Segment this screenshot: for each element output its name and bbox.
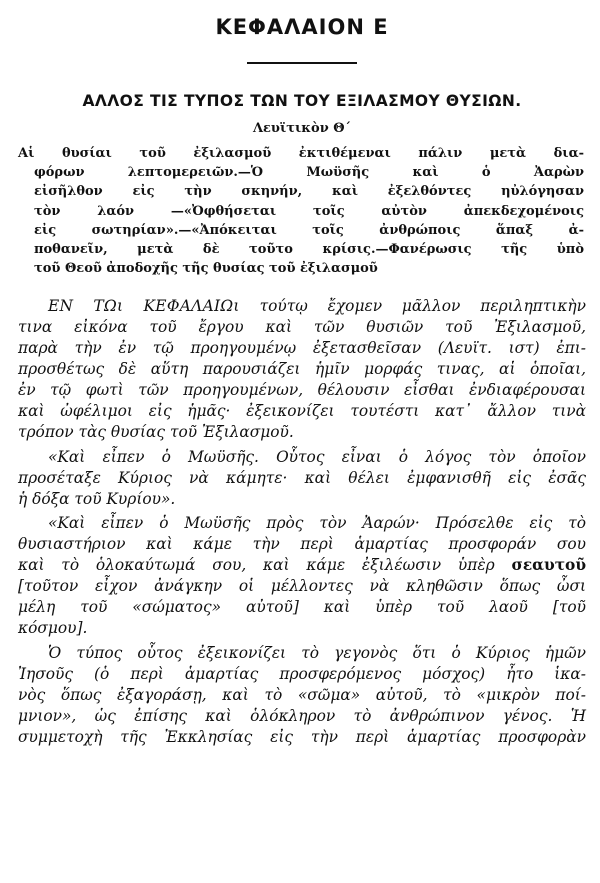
paragraph-line: θυσιαστήριον καὶ κάμε τὴν περὶ ἁμαρτίας προσφοράν σου bbox=[18, 535, 586, 554]
chapter-lead-caps: ΕΝ ΤΩι ΚΕΦΑΛΑΙΩι bbox=[48, 297, 240, 316]
paragraph-line: Ἰησοῦς (ὁ περὶ ἁμαρτίας προσφερόμενος μόσχος) ἦτο ἱκα- bbox=[18, 664, 586, 683]
summary-line: τοῦ Θεοῦ ἀποδοχῆς τῆς θυσίας τοῦ ἐξιλασμοῦ bbox=[34, 261, 378, 277]
paragraph-line: προσθέτως δὲ αὕτη παρουσιάζει ἡμῖν μορφάς τινας, αἱ ὁποῖαι, bbox=[18, 360, 586, 379]
paragraph-line: μέλη τοῦ «σώματος» αὐτοῦ] καὶ ὑπὲρ τοῦ λαοῦ [τοῦ bbox=[18, 598, 586, 617]
paragraph-line: κόσμου]. bbox=[18, 619, 88, 638]
paragraph-line-rest: τούτῳ ἔχομεν μᾶλλον περιληπτικὴν bbox=[239, 297, 586, 316]
summary-line: ποθανεῖν, μετὰ δὲ τοῦτο κρίσις.—Φανέρωσις τῆς ὑπὸ bbox=[34, 242, 584, 258]
summary-line: φόρων λεπτομερειῶν.—Ὁ Μωϋσῆς καὶ ὁ Ἀαρὼν bbox=[34, 165, 584, 181]
summary-line: εἰσῆλθον εἰς τὴν σκηνήν, καὶ ἐξελθόντες ηὐλόγησαν bbox=[34, 184, 584, 200]
title-divider bbox=[247, 62, 357, 64]
summary-line: Αἱ θυσίαι τοῦ ἐξιλασμοῦ ἐκτιθέμεναι πάλιν μετὰ δια- bbox=[18, 146, 584, 161]
paragraph-line: νὸς ὅπως ἐξαγοράσῃ, καὶ τὸ «σῶμα» αὐτοῦ, τὸ «μικρὸν ποί- bbox=[18, 685, 586, 704]
paragraph-line: τρόπον τὰς θυσίας τοῦ Ἐξιλασμοῦ. bbox=[18, 422, 294, 441]
paragraph-line: Ὁ τύπος οὗτος ἐξεικονίζει τὸ γεγονὸς ὅτι ὁ Κύριος ἡμῶν bbox=[48, 643, 586, 662]
chapter-summary bbox=[18, 144, 586, 278]
paragraph-line: προσέταξε Κύριος νὰ κάμητε· καὶ θέλει ἐμφανισθῆ εἰς ἐσᾶς bbox=[18, 468, 586, 487]
paragraph-line: τινα εἰκόνα τοῦ ἔργου καὶ τῶν θυσιῶν τοῦ Ἐξιλασμοῦ, bbox=[18, 318, 586, 337]
paragraph-line: παρὰ τὴν ἐν τῷ προηγουμένῳ ἐξετασθεῖσαν (Λευϊτ. ιστ) ἐπι- bbox=[18, 339, 586, 358]
paragraph-line: «Καὶ εἶπεν ὁ Μωϋσῆς πρὸς τὸν Ἀαρών· Πρόσελθε εἰς τὸ bbox=[48, 514, 586, 533]
summary-line: εἰς σωτηρίαν».—«Ἀπόκειται τοῖς ἀνθρώποις ἅπαξ ἀ- bbox=[34, 222, 584, 238]
paragraph-line: καὶ ὠφέλιμοι εἰς ἡμᾶς· ἐξεικονίζει τουτέστι κατ᾽ ἄλλον τινὰ bbox=[18, 401, 586, 420]
paragraph-line: συμμετοχὴ τῆς Ἐκκλησίας εἰς τὴν περὶ ἁμαρτίας προσφορὰν bbox=[18, 727, 586, 746]
paragraph-4 bbox=[18, 643, 586, 748]
paragraph-line bbox=[18, 296, 586, 317]
paragraph-line: ἡ δόξα τοῦ Κυρίου». bbox=[18, 489, 176, 508]
paragraph-line bbox=[18, 555, 586, 576]
section-title: ΑΛΛΟΣ ΤΙΣ ΤΥΠΟΣ ΤΩΝ ΤΟΥ ΕΞΙΛΑΣΜΟΥ ΘΥΣΙΩΝ. bbox=[82, 92, 522, 110]
summary-line: τὸν λαόν —«Ὀφθήσεται τοῖς αὐτὸν ἀπεκδεχομένοις bbox=[34, 203, 584, 219]
emphasized-word: σεαυτοῦ bbox=[511, 556, 586, 575]
paragraph-2 bbox=[18, 447, 586, 510]
scripture-reference: Λευϊτικὸν Θ΄ bbox=[252, 121, 352, 136]
paragraph-line-text: καὶ τὸ ὁλοκαύτωμά σου, καὶ κάμε ἐξιλέωσιν ὑπὲρ bbox=[18, 556, 495, 575]
paragraph-3 bbox=[18, 513, 586, 638]
paragraph-line: ἐν τῷ φωτὶ τῶν προηγουμένων, θέλουσιν εἶσθαι ἐνδιαφέρουσαι bbox=[18, 381, 586, 400]
body-text bbox=[18, 296, 586, 747]
paragraph-line: [τοῦτον εἶχον ἀνάγκην οἱ μέλλοντες νὰ κληθῶσιν ὅπως ὦσι bbox=[18, 577, 586, 596]
paragraph-line: μνιον», ὡς ἐπίσης καὶ ὁλόκληρον τὸ ἀνθρώπινον γένος. Ἡ bbox=[18, 706, 586, 725]
paragraph-1 bbox=[18, 296, 586, 442]
paragraph-line: «Καὶ εἶπεν ὁ Μωϋσῆς. Οὗτος εἶναι ὁ λόγος τὸν ὁποῖον bbox=[48, 447, 586, 466]
chapter-title: ΚΕΦΑΛΑΙΟΝ Ε bbox=[215, 15, 389, 39]
